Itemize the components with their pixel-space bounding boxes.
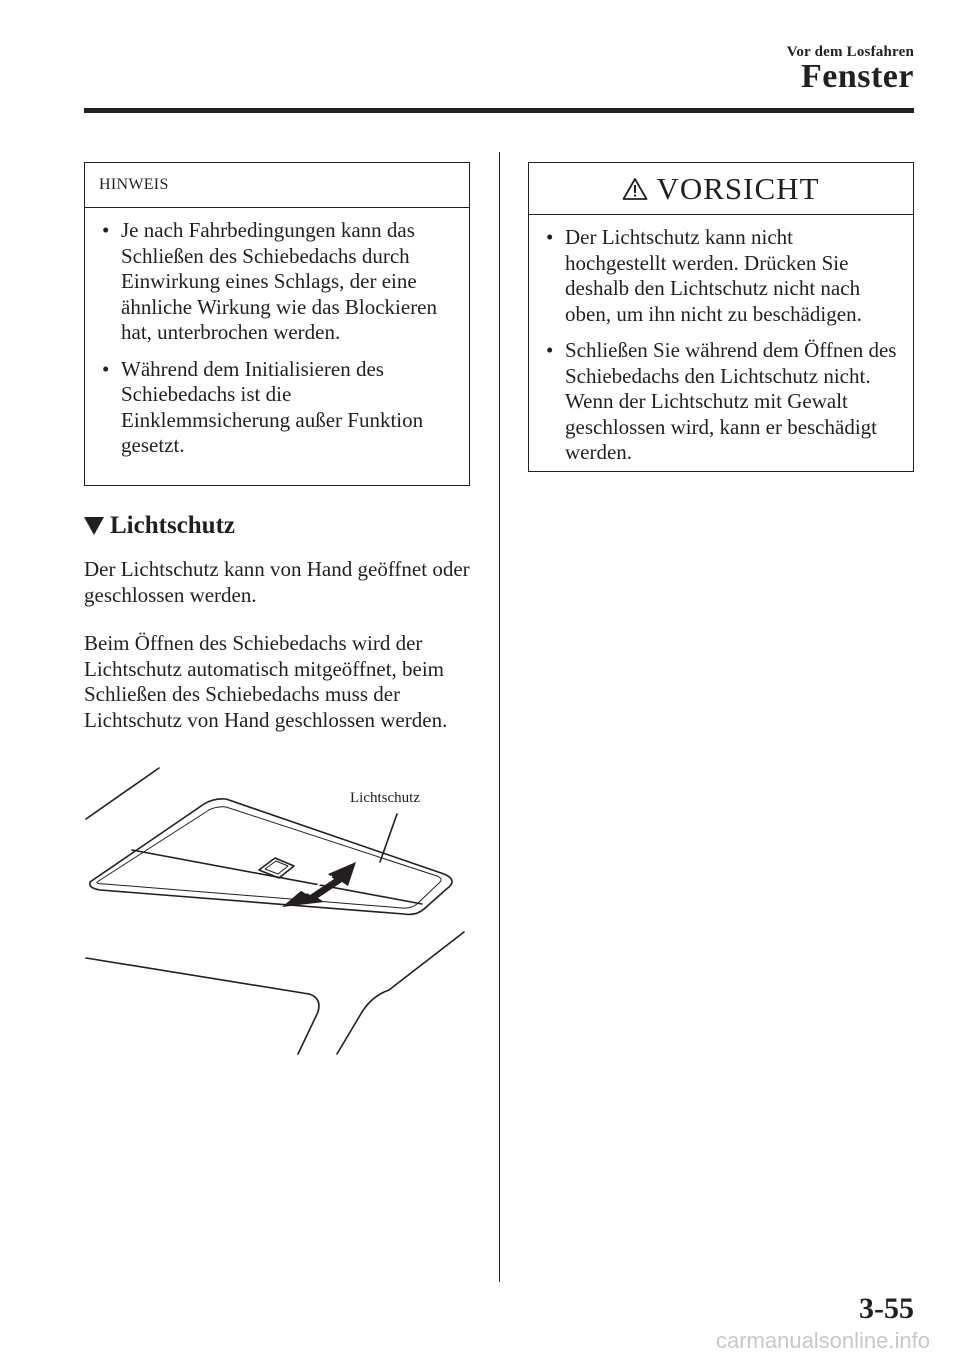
paragraph: Der Lichtschutz kann von Hand geöffnet oder geschlossen werden. <box>84 557 470 607</box>
column-divider <box>499 152 500 1282</box>
header-rule <box>84 108 914 113</box>
note-heading: HINWEIS <box>85 163 469 208</box>
caution-item <box>543 338 899 466</box>
note-item <box>99 357 455 459</box>
sunshade-illustration <box>84 762 474 1062</box>
caution-heading-text: VORSICHT <box>656 170 820 206</box>
figure-label: Lichtschutz <box>350 790 420 806</box>
bullet-icon: • <box>102 218 110 242</box>
down-triangle-icon <box>84 517 104 535</box>
section-heading <box>84 512 235 540</box>
note-item-text: Während dem Initialisieren des Schiebedachs ist die Einklemmsicherung außer Funktion gesetzt. <box>121 356 424 457</box>
caution-heading <box>529 163 913 215</box>
bullet-icon: • <box>102 356 110 381</box>
header-section: Vor dem Losfahren <box>786 44 914 60</box>
caution-box <box>528 162 914 472</box>
caution-item <box>543 225 899 327</box>
page-title: Fenster <box>800 58 914 95</box>
caution-item-text: Der Lichtschutz kann nicht hochgestellt werden. Drücken Sie deshalb den Lichtschutz nicht nach oben, um ihn nicht zu beschädigen. <box>565 225 862 326</box>
note-item <box>99 218 455 346</box>
section-heading-text: Lichtschutz <box>110 512 235 539</box>
bullet-icon: • <box>546 338 554 362</box>
note-item-text: Je nach Fahrbedingungen kann das Schließen des Schiebedachs durch Einwirkung eines Schlags, der eine ähnliche Wirkung wie das Blockieren hat, unterbrochen werden. <box>121 218 438 344</box>
page-number: 3-55 <box>859 1292 914 1325</box>
watermark: carmanualsonline.info <box>715 1328 930 1353</box>
warning-triangle-icon <box>622 177 648 201</box>
double-arrow-icon <box>282 862 356 907</box>
paragraph: Beim Öffnen des Schiebedachs wird der Lichtschutz automatisch mitgeöffnet, beim Schließen des Schiebedachs muss der Lichtschutz von Hand geschlossen werden. <box>84 631 448 732</box>
caution-item-text: Schließen Sie während dem Öffnen des Schiebedachs den Lichtschutz nicht. Wenn der Lichtschutz mit Gewalt geschlossen wird, kann er beschädigt werden. <box>565 338 897 464</box>
bullet-icon: • <box>546 225 554 249</box>
note-box <box>84 162 470 486</box>
